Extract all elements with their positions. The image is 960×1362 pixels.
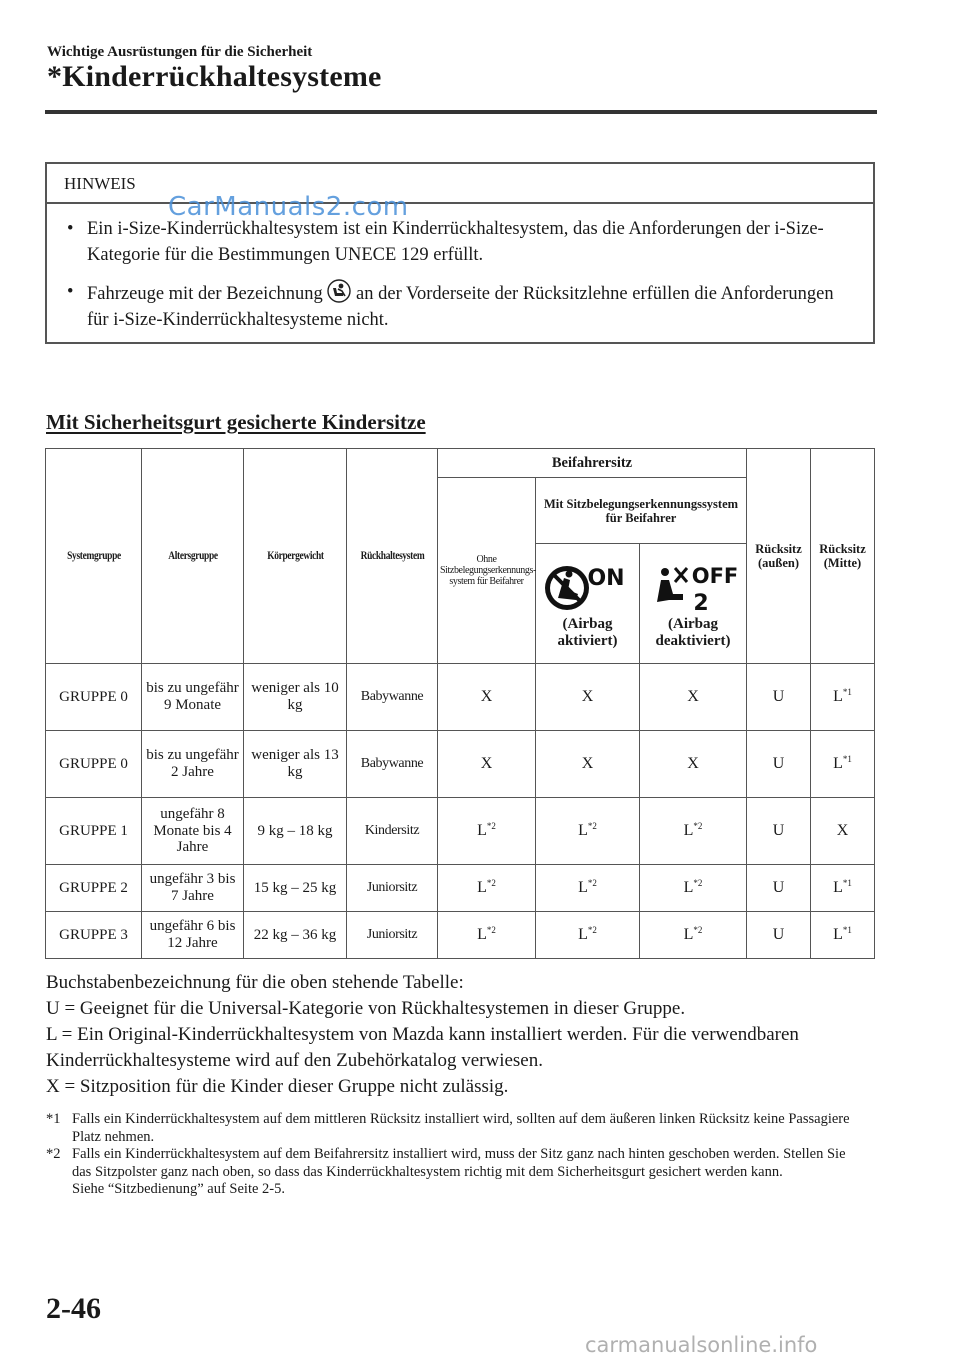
table-row [46,731,875,798]
cell-weight [244,865,347,912]
i-size-seat-icon [327,279,351,303]
footnote-text: Falls ein Kinderrückhaltesystem auf dem mittleren Rücksitz installiert wird, sollten auf dem äußeren linken Rücksitz keine Passagiere Platz nehmen. [72,1111,850,1145]
header-rear-middle: Rücksitz (Mitte) [811,449,875,664]
footnote-ref: *2 [486,925,496,936]
legend-line: U = Geeignet für die Universal-Kategorie von Rückhaltesystemen in dieser Gruppe. [46,998,686,1019]
cell-rear-middle-value: L [833,926,843,944]
cell-rear-middle-value: L [833,688,843,706]
cell-system [347,912,438,959]
cell-rear-middle-value: L [833,755,843,773]
cell-age [142,664,244,731]
cell-age [142,798,244,865]
cell-no-detection-value: X [480,688,493,706]
cell-weight-value: weniger als 10 kg [251,680,339,713]
cell-rear-outer-value: U [772,879,785,897]
cell-system [347,731,438,798]
cell-age [142,731,244,798]
cell-no-detection-value: L [477,879,487,897]
footnote-ref: *2 [693,925,703,936]
cell-airbag-off [640,731,747,798]
bullet: • [67,219,74,239]
cell-rear-outer-value: U [772,822,785,840]
airbag-on-label: (Airbag aktiviert) [557,616,618,649]
cell-rear-outer [747,664,811,731]
footnotes [46,1111,866,1199]
child-seat-table [45,448,875,959]
footnote-text: Falls ein Kinderrückhaltesystem auf dem Beifahrersitz installiert wird, muss der Sitz ganz nach hinten geschoben werden. Stellen Sie das Sitzpolster ganz nach oben, so dass das Kinderrückhaltesystem richtig mit dem Sicherheitsgurt gesichert werden kann. [72,1146,846,1180]
cell-no-detection [438,865,536,912]
cell-airbag-off-value: L [683,879,694,897]
cell-no-detection [438,664,536,731]
legend [46,970,886,1100]
cell-airbag-on-value: X [581,688,594,706]
cell-no-detection-value: L [477,926,487,944]
cell-rear-outer [747,912,811,959]
footnote-ref: *1 [842,754,852,765]
cell-group-value: GRUPPE 2 [59,879,128,896]
cell-rear-middle [811,798,875,865]
section-label: Wichtige Ausrüstungen für die Sicherheit [47,44,313,60]
note-item-1 [65,216,857,268]
cell-age-value: bis zu ungefähr 2 Jahre [146,747,239,780]
footnote-ref: *2 [693,821,703,832]
table-row [46,912,875,959]
cell-weight-value: weniger als 13 kg [251,747,339,780]
table-title: Mit Sicherheitsgurt gesicherte Kindersitze [46,410,426,434]
cell-weight-value: 15 kg – 25 kg [253,879,337,896]
cell-weight [244,731,347,798]
cell-system [347,865,438,912]
cell-age-value: ungefähr 6 bis 12 Jahre [149,918,236,951]
cell-weight [244,798,347,865]
cell-airbag-on [536,865,640,912]
footnote-2 [46,1146,866,1199]
cell-no-detection [438,798,536,865]
footnote-ref: *2 [486,821,496,832]
cell-airbag-on-value: L [578,822,588,840]
cell-system-value: Kindersitz [364,823,420,839]
footnote-reference: Siehe “Sitzbedienung” auf Seite 2-5. [72,1181,286,1197]
footnote-ref: *1 [842,878,852,889]
cell-rear-outer [747,865,811,912]
cell-weight-value: 9 kg – 18 kg [257,822,333,839]
cell-rear-middle [811,912,875,959]
footnote-mark: *2 [46,1146,61,1162]
header-with-detection: Mit Sitzbelegungserkennungssystem für Beifahrer [536,478,747,544]
airbag-off-label: (Airbag deaktiviert) [655,616,731,649]
cell-system-value: Babywanne [360,756,424,772]
cell-group [46,731,142,798]
cell-airbag-on-value: X [581,755,594,773]
cell-group [46,912,142,959]
footnote-ref: *2 [587,821,597,832]
title-rule [45,110,877,114]
bullet: • [67,282,74,302]
cell-group-value: GRUPPE 3 [59,926,128,943]
cell-airbag-on-value: L [578,879,588,897]
header-airbag-on [536,544,640,664]
cell-no-detection [438,912,536,959]
footnote-ref: *2 [587,878,597,889]
cell-airbag-off-value: L [683,926,694,944]
cell-weight [244,664,347,731]
header-restraint: Rückhaltesystem [355,449,430,664]
cell-system-value: Juniorsitz [366,880,418,896]
cell-airbag-off-value: L [683,822,694,840]
cell-no-detection-value: X [480,755,493,773]
watermark: CarManuals2.com [168,192,409,222]
airbag-on-badge: ON [586,566,625,591]
cell-no-detection-value: L [477,822,487,840]
note-item-1-text: Ein i-Size-Kinderrückhaltesystem ist ein Kinderrückhaltesystem, das die Anforderungen der i-Size-Kategorie für die Bestimmungen UNECE 129 erfüllt. [87,219,824,265]
note-heading: HINWEIS [47,164,873,204]
cell-rear-outer [747,731,811,798]
header-passenger-seat: Beifahrersitz [438,449,747,478]
cell-age-value: bis zu ungefähr 9 Monate [146,680,239,713]
cell-system-value: Juniorsitz [366,927,418,943]
cell-group-value: GRUPPE 1 [59,822,128,839]
cell-group-value: GRUPPE 0 [59,688,128,705]
legend-line: Buchstabenbezeichnung für die oben stehende Tabelle: [46,972,464,993]
note-item-2 [65,279,857,333]
cell-age-value: ungefähr 3 bis 7 Jahre [149,871,236,904]
cell-group [46,664,142,731]
header-airbag-off [640,544,747,664]
cell-airbag-on [536,912,640,959]
cell-rear-outer-value: U [772,755,785,773]
cell-airbag-off [640,912,747,959]
airbag-off-badge: OFF [691,564,739,588]
airbag-on-icon [542,558,634,614]
cell-airbag-on [536,731,640,798]
footer-watermark: carmanualsonline.info [585,1333,818,1357]
cell-rear-outer [747,798,811,865]
cell-rear-middle [811,865,875,912]
cell-airbag-off-value: X [687,688,699,706]
footnote-ref: *1 [842,925,852,936]
cell-rear-middle-value: L [833,879,843,897]
cell-rear-middle [811,731,875,798]
airbag-off-digit: 2 [693,591,709,614]
cell-age-value: ungefähr 8 Monate bis 4 Jahre [153,805,232,856]
footnote-mark: *1 [46,1111,61,1127]
table-row [46,798,875,865]
footnote-ref: *1 [842,687,852,698]
cell-rear-outer-value: U [772,926,785,944]
cell-airbag-off [640,865,747,912]
cell-airbag-on [536,798,640,865]
legend-line: L = Ein Original-Kinderrückhaltesystem von Mazda kann installiert werden. Für die verwendbaren Kinderrückhaltesysteme wird auf den Zubehörkatalog verwiesen. [46,1024,799,1071]
note-item-2-before: Fahrzeuge mit der Bezeichnung [87,284,323,304]
cell-rear-middle-value: X [836,822,849,840]
cell-airbag-off [640,664,747,731]
cell-airbag-on-value: L [578,926,588,944]
table-row [46,664,875,731]
cell-age [142,912,244,959]
page-number: 2-46 [46,1292,101,1325]
cell-rear-middle [811,664,875,731]
cell-weight-value: 22 kg – 36 kg [253,926,337,943]
cell-airbag-off-value: X [687,755,699,773]
note-body [47,204,873,333]
cell-system [347,798,438,865]
cell-airbag-on [536,664,640,731]
footnote-1 [46,1111,866,1146]
airbag-off-icon [645,558,741,614]
header-rear-outer: Rücksitz (außen) [747,449,811,664]
cell-no-detection [438,731,536,798]
cell-group [46,865,142,912]
cell-system-value: Babywanne [360,689,424,705]
footnote-ref: *2 [693,878,703,889]
cell-age [142,865,244,912]
cell-group-value: GRUPPE 0 [59,755,128,772]
cell-system [347,664,438,731]
cell-airbag-off [640,798,747,865]
cell-weight [244,912,347,959]
note-box [45,162,875,344]
footnote-ref: *2 [587,925,597,936]
footnote-ref: *2 [486,878,496,889]
header-weight: Körpergewicht [253,449,337,664]
header-without-detection: Ohne Sitzbelegungserkennungs-system für Beifahrer [438,478,536,664]
page-title: *Kinderrückhaltesysteme [47,60,382,93]
table-row [46,865,875,912]
cell-group [46,798,142,865]
legend-line: X = Sitzposition für die Kinder dieser Gruppe nicht zulässig. [46,1076,509,1097]
cell-rear-outer-value: U [772,688,785,706]
header-system-group: Systemgruppe [54,449,133,664]
table-body [46,664,875,959]
note-item-2-after: an der Vorderseite der Rücksitzlehne erfüllen die Anforderungen für i-Size-Kinderrückhaltesysteme nicht. [87,284,834,330]
header-age-group: Altersgruppe [151,449,235,664]
